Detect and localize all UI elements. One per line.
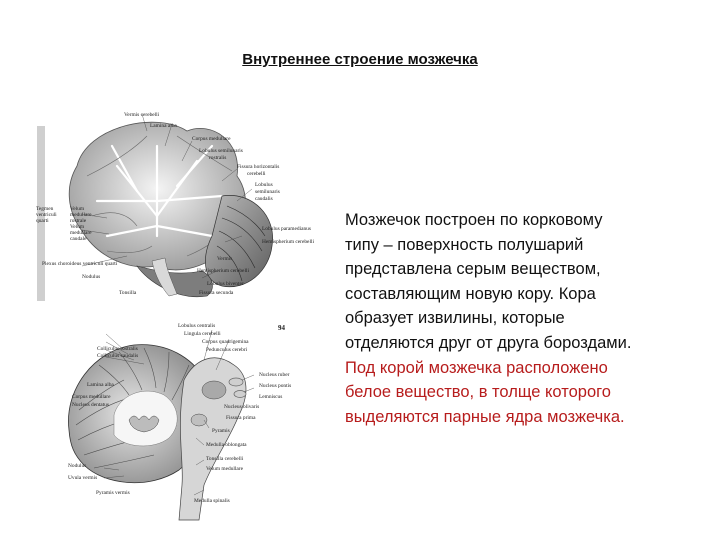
figure-label: Fissura prima	[226, 415, 256, 421]
figure-label: Tegmen ventriculi quarti	[36, 206, 57, 224]
figure-label: Lamina alba	[150, 123, 177, 129]
figure-label: Lemniscus	[259, 394, 283, 400]
figure-label: Lobulus semilunaris	[199, 148, 243, 154]
figure-label: Nucleus olivaris	[224, 404, 260, 410]
figure-label: Corpus medullare	[192, 136, 231, 142]
figure-label: Velum medullare rostrale	[70, 206, 92, 224]
figure-label: Lobulus	[255, 182, 273, 188]
figure-label: Lobulus paramedianus	[262, 226, 311, 232]
figure-label: Tonsilla	[119, 290, 137, 296]
figure-label: Plexus choroideus ventriculi quarti	[42, 261, 118, 267]
figure-label: Nucleus ruber	[259, 372, 290, 378]
figure-label: Fissura secunda	[199, 290, 234, 296]
cerebellum-section-figure	[64, 320, 294, 525]
figure-label: Hemispherium cerebelli	[197, 268, 249, 274]
figure-label: caudalis	[255, 196, 273, 202]
figure-label: Uvula vermis	[68, 475, 98, 481]
figure-label: cerebelli	[247, 171, 266, 177]
figure-label: Fissura horizontalis	[237, 164, 280, 170]
figure-label: Nucleus dentatus	[72, 402, 109, 408]
body-line-highlight: белое вещество, в толще которого	[345, 383, 611, 402]
body-line: образует извилины, которые	[345, 309, 565, 328]
figure-label: Tonsilla cerebelli	[206, 456, 244, 462]
body-line: типу – поверхность полушарий	[345, 235, 584, 254]
figure-label: Pyramis vermis	[96, 490, 130, 496]
figure-label: Lobulus centralis	[178, 323, 216, 329]
figure-label: rostralis	[209, 155, 227, 161]
body-line-highlight: выделяются парные ядра мозжечка.	[345, 407, 625, 426]
figure-label: Velum medullare caudale	[70, 224, 92, 242]
body-text	[345, 208, 705, 429]
figure-label: Corpus quadrigemina	[202, 339, 249, 345]
body-line-highlight: Под корой мозжечка расположено	[345, 358, 608, 377]
figure-label: Medulla oblongata	[206, 442, 247, 448]
figure-label: Velum medullare	[206, 466, 243, 472]
figure-label: Corpus medullare	[72, 394, 111, 400]
figure-label: Medulla spinalis	[194, 498, 230, 504]
body-line: составляющим новую кору. Кора	[345, 284, 596, 303]
figure-label: Pyramis	[212, 428, 230, 434]
figure-label: Nucleus pontis	[259, 383, 292, 389]
body-line: отделяются друг от друга бороздами.	[345, 333, 632, 352]
figure-label: Lamina alba	[87, 382, 114, 388]
figure-label: Vermis cerebelli	[124, 112, 160, 118]
figure-label: Lingula cerebelli	[184, 331, 221, 337]
body-line: представлена серым веществом,	[345, 260, 601, 279]
figure-label: Colliculus caudalis	[97, 353, 139, 359]
figure-label: Hemispherium cerebelli	[262, 239, 314, 245]
cerebellum-sagittal-figure	[36, 106, 314, 306]
figure-label: Pedunculus cerebri	[206, 347, 248, 353]
figure-label: Nodulus	[82, 274, 101, 280]
figure-label: Vermis	[217, 256, 233, 262]
figure-label: Colliculus rostralis	[97, 346, 138, 352]
figure-label: Nodulus	[68, 463, 87, 469]
figure-label: semilunaris	[255, 189, 280, 195]
figure-number: 94	[278, 324, 285, 332]
figure-label: Lobulus biventer	[207, 281, 244, 287]
slide-title: Внутреннее строение мозжечка	[242, 51, 478, 68]
body-line: Мозжечок построен по корковому	[345, 211, 603, 229]
